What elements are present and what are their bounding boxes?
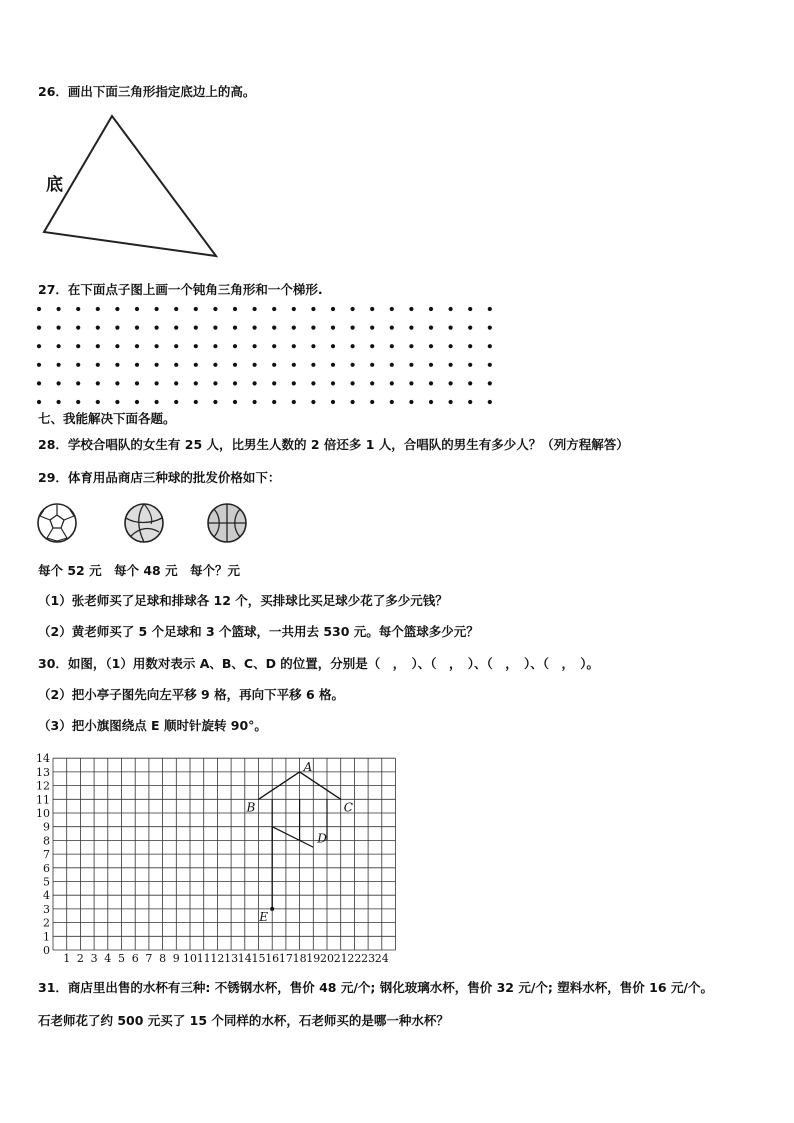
grid-dot [429,400,433,404]
grid-dot [311,307,315,311]
grid-dot [155,381,159,385]
grid-dot [272,344,276,348]
q31-line1: 31．商店里出售的水杯有三种: 不锈钢水杯，售价 48 元/个; 钢化玻璃水杯，售价 32 元/个; 塑料水杯，售价 16 元/个。 [38,980,713,995]
grid-dot [488,363,492,367]
grid-dot [449,326,453,330]
q30-sub3: （3）把小旗图绕点 E 顺时针旋转 90°。 [38,718,267,733]
q29-text: 29．体育用品商店三种球的批发价格如下： [38,470,281,485]
coordinate-grid [34,742,414,968]
grid-dot [194,400,198,404]
grid-dot [488,307,492,311]
grid-dot [213,400,217,404]
grid-dot [429,326,433,330]
grid-dot [292,326,296,330]
grid-dot [370,344,374,348]
grid-dot [253,326,257,330]
grid-dot [449,363,453,367]
q31-line2: 石老师花了约 500 元买了 15 个同样的水杯，石老师买的是哪一种水杯？ [38,1013,449,1028]
grid-dot [155,326,159,330]
x-tick-label: 14 [237,952,252,965]
x-tick-label: 22 [347,952,362,965]
grid-dot [429,381,433,385]
x-tick-label: 2 [76,952,84,965]
point-e-marker [270,907,274,911]
grid-dot [488,326,492,330]
grid-dot [253,400,257,404]
x-tick-label: 23 [361,952,376,965]
x-tick-label: 11 [196,952,211,965]
grid-dot [468,363,472,367]
grid-dot [390,400,394,404]
grid-dot [96,363,100,367]
q28-text: 28．学校合唱队的女生有 25 人，比男生人数的 2 倍还多 1 人，合唱队的男生有多少人？（列方程解答） [38,437,629,452]
point-label-e: E [259,909,268,924]
q29-sub2: （2）黄老师买了 5 个足球和 3 个篮球，一共用去 530 元。每个篮球多少元？ [38,624,479,639]
x-tick-label: 12 [210,952,225,965]
grid-dot [311,344,315,348]
grid-dot [115,381,119,385]
grid-dot [429,363,433,367]
x-tick-label: 10 [183,952,197,965]
y-tick-label: 12 [36,779,50,793]
grid-dot [331,400,335,404]
base-label: 底 [46,175,63,195]
grid-dot [409,363,413,367]
point-label-d: D [317,831,327,846]
dot-grid [30,302,500,407]
grid-dot [76,400,80,404]
soccer-ball-icon [36,502,78,544]
y-tick-label: 13 [36,765,50,779]
grid-dot [96,326,100,330]
soccer-price: 每个 52 元 [38,563,102,578]
grid-dot [390,326,394,330]
grid-dot [155,400,159,404]
grid-dot [115,307,119,311]
grid-dot [213,381,217,385]
grid-dot [233,326,237,330]
grid-dot [135,344,139,348]
grid-dot [331,307,335,311]
grid-dot [331,344,335,348]
grid-dot [115,326,119,330]
grid-dot [194,344,198,348]
grid-dot [37,307,41,311]
grid-dot [253,363,257,367]
x-tick-label: 19 [306,952,321,965]
grid-dot [174,326,178,330]
x-tick-label: 20 [320,952,334,965]
grid-dot [96,400,100,404]
grid-dot [272,381,276,385]
grid-dot [390,363,394,367]
grid-dot [37,381,41,385]
grid-dot [292,344,296,348]
grid-dot [468,381,472,385]
y-tick-label: 11 [36,793,50,807]
grid-dot [272,307,276,311]
x-tick-label: 24 [374,952,389,965]
grid-dot [57,307,61,311]
grid-dot [292,400,296,404]
grid-dot [351,344,355,348]
x-tick-label: 13 [224,952,239,965]
grid-dot [37,363,41,367]
y-tick-label: 4 [43,889,50,903]
grid-dot [96,381,100,385]
grid-dot [115,363,119,367]
grid-dot [351,381,355,385]
grid-dot [57,363,61,367]
grid-dot [468,326,472,330]
grid-dot [351,400,355,404]
grid-dot [115,400,119,404]
grid-dot [233,400,237,404]
grid-dot [57,400,61,404]
q30-text: 30．如图，（1）用数对表示 A、B、C、D 的位置，分别是（ ， ）、（ ， ）、（ ， ）、（ ， ）。 [38,656,600,671]
grid-dot [272,363,276,367]
grid-dot [96,307,100,311]
ball-prices [38,561,240,579]
grid-dot [311,326,315,330]
grid-dot [115,344,119,348]
basketball-price: 每个？元 [190,563,241,578]
grid-dot [135,307,139,311]
grid-dot [331,363,335,367]
x-tick-label: 7 [145,952,153,965]
grid-dot [233,344,237,348]
grid-dot [409,326,413,330]
volleyball-price: 每个 48 元 [114,563,178,578]
y-tick-label: 0 [43,944,50,957]
grid-dot [213,344,217,348]
grid-dot [253,307,257,311]
grid-dot [174,307,178,311]
grid-dot [468,307,472,311]
grid-dot [449,400,453,404]
grid-dot [311,400,315,404]
x-tick-label: 17 [278,952,293,965]
point-label-c: C [343,800,353,815]
grid-dot [37,326,41,330]
grid-dot [390,381,394,385]
grid-dot [155,307,159,311]
y-tick-label: 5 [43,875,50,889]
grid-dot [174,381,178,385]
grid-dot [194,381,198,385]
grid-dot [57,344,61,348]
grid-dot [468,400,472,404]
grid-dot [213,326,217,330]
y-tick-label: 7 [43,848,50,862]
grid-dot [311,363,315,367]
grid-dot [135,326,139,330]
q26-text: 26．画出下面三角形指定底边上的高。 [38,84,256,99]
grid-dot [155,363,159,367]
grid-dot [449,307,453,311]
x-tick-label: 5 [118,952,125,965]
grid-dot [409,400,413,404]
grid-dot [76,344,80,348]
grid-dot [390,307,394,311]
x-tick-label: 3 [90,952,98,965]
grid-dot [488,344,492,348]
grid-dot [292,363,296,367]
x-tick-label: 15 [251,952,266,965]
grid-dot [57,326,61,330]
x-tick-label: 1 [63,952,71,965]
grid-dot [390,344,394,348]
flag-edge [272,827,313,848]
grid-dot [370,381,374,385]
grid-dot [331,326,335,330]
y-tick-label: 2 [43,916,50,930]
grid-dot [370,307,374,311]
grid-dot [135,400,139,404]
q27-text: 27．在下面点子图上画一个钝角三角形和一个梯形. [38,282,323,297]
x-tick-label: 9 [172,952,180,965]
grid-dot [253,381,257,385]
grid-dot [370,363,374,367]
y-tick-label: 14 [36,752,50,766]
grid-dot [213,363,217,367]
grid-dot [409,307,413,311]
x-tick-label: 18 [292,952,307,965]
grid-dot [253,344,257,348]
point-label-b: B [246,800,256,815]
grid-dot [233,307,237,311]
grid-dot [272,326,276,330]
grid-dot [370,326,374,330]
x-tick-label: 8 [159,952,167,965]
basketball-icon [206,502,248,544]
grid-dot [233,363,237,367]
q29-sub1: （1）张老师买了足球和排球各 12 个，买排球比买足球少花了多少元钱？ [38,593,448,608]
grid-dot [57,381,61,385]
grid-dot [370,400,374,404]
grid-dot [292,307,296,311]
grid-dot [429,307,433,311]
x-tick-label: 4 [104,952,112,965]
x-tick-label: 21 [333,952,348,965]
x-tick-label: 6 [131,952,139,965]
grid-dot [194,326,198,330]
grid-dot [96,344,100,348]
grid-dot [76,326,80,330]
y-tick-label: 1 [43,930,50,944]
grid-dot [76,363,80,367]
grid-dot [194,363,198,367]
grid-dot [449,344,453,348]
grid-dot [331,381,335,385]
grid-dot [76,307,80,311]
q30-sub2: （2）把小亭子图先向左平移 9 格，再向下平移 6 格。 [38,687,345,702]
y-tick-label: 8 [43,834,50,848]
grid-dot [233,381,237,385]
grid-dot [174,363,178,367]
grid-dot [488,381,492,385]
y-tick-label: 10 [36,807,50,820]
volleyball-icon [123,502,165,544]
grid-dot [194,307,198,311]
grid-dot [311,381,315,385]
grid-dot [292,381,296,385]
grid-dot [468,344,472,348]
point-label-a: A [303,759,313,774]
y-tick-label: 6 [43,861,50,875]
grid-dot [76,381,80,385]
grid-dot [429,344,433,348]
y-tick-label: 3 [43,902,50,916]
grid-dot [409,381,413,385]
section-heading: 七、我能解决下面各题。 [38,411,176,426]
grid-dot [213,307,217,311]
grid-dot [37,400,41,404]
grid-dot [174,344,178,348]
grid-dot [351,326,355,330]
grid-dot [155,344,159,348]
grid-dot [449,381,453,385]
grid-dot [135,381,139,385]
x-tick-label: 16 [265,952,280,965]
grid-dot [174,400,178,404]
grid-dot [409,344,413,348]
grid-dot [272,400,276,404]
y-tick-label: 9 [43,820,50,834]
grid-dot [351,363,355,367]
grid-dot [351,307,355,311]
grid-dot [488,400,492,404]
grid-dot [37,344,41,348]
triangle-figure [40,112,230,262]
grid-dot [135,363,139,367]
